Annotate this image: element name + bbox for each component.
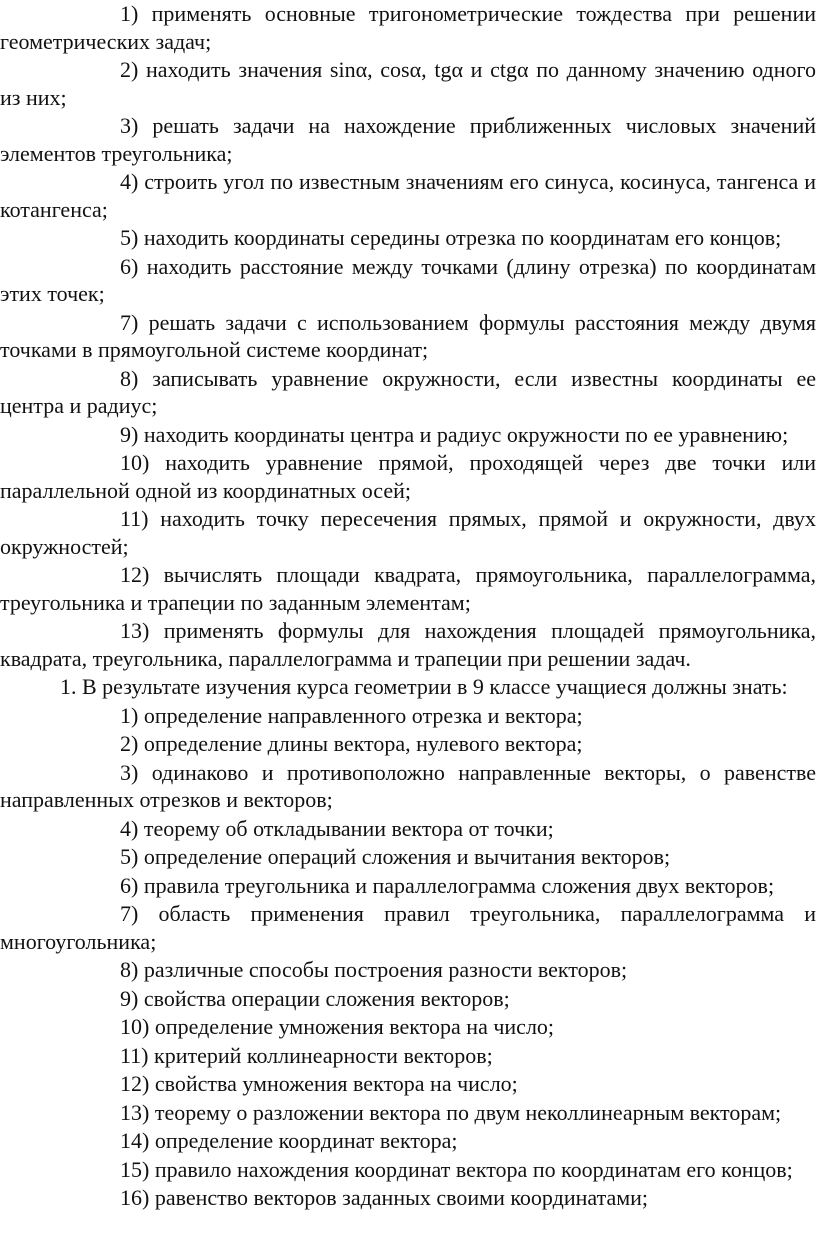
item-number: 1) — [120, 1, 139, 26]
list-item — [0, 1013, 816, 1041]
item-text: находить значения sinα, cosα, tgα и ctgα по данному значению одного из них; — [0, 57, 816, 110]
item-number: 12) — [120, 562, 150, 587]
item-text: определение умножения вектора на число; — [154, 1014, 555, 1039]
item-text: решать задачи с использованием формулы расстояния между двумя точками в прямоугольной системе координат; — [0, 309, 816, 362]
item-number: 4) — [120, 169, 139, 194]
list-item — [0, 1184, 816, 1212]
list-item — [0, 759, 816, 814]
item-text: правила треугольника и параллелограмма сложения двух векторов; — [143, 872, 775, 898]
item-text: свойства умножения вектора на число; — [154, 1071, 518, 1096]
item-text: определение операций сложения и вычитания векторов; — [143, 844, 671, 869]
item-number: 13) — [120, 618, 150, 643]
item-number: 12) — [120, 1071, 150, 1096]
item-number: 15) — [120, 1156, 150, 1182]
list-item — [0, 702, 816, 730]
list-item — [0, 985, 816, 1013]
item-text: одинаково и противоположно направленные векторы, о равенстве направленных отрезков и векторов; — [0, 759, 816, 812]
list-item — [0, 449, 816, 504]
item-text: критерий коллинеарности векторов; — [154, 1042, 493, 1068]
item-number: 1) — [120, 702, 139, 728]
item-number: 5) — [120, 225, 139, 250]
list-item — [0, 309, 816, 364]
item-number: 16) — [120, 1185, 150, 1210]
item-number: 6) — [120, 872, 139, 898]
item-text: находить расстояние между точками (длину отрезка) по координатам этих точек; — [0, 253, 816, 306]
list-item — [0, 1099, 816, 1127]
list-item — [0, 815, 816, 843]
item-number: 10) — [120, 450, 150, 475]
list-item — [0, 365, 816, 420]
item-number: 3) — [120, 759, 139, 785]
item-number: 7) — [120, 309, 139, 335]
list-item — [0, 224, 816, 252]
item-text: равенство векторов заданных своими координатами; — [154, 1185, 649, 1210]
list-item — [0, 421, 816, 449]
item-text: строить угол по известным значениям его синуса, косинуса, тангенса и котангенса; — [0, 169, 816, 222]
item-text: находить координаты центра и радиус окружности по ее уравнению; — [143, 421, 789, 447]
list-item — [0, 1070, 816, 1098]
list-item — [0, 561, 816, 616]
item-text: находить точку пересечения прямых, прямой и окружности, двух окружностей; — [0, 506, 816, 559]
item-number: 4) — [120, 815, 139, 841]
item-text: правило нахождения координат вектора по координатам его концов; — [154, 1156, 793, 1182]
list-item — [0, 168, 816, 223]
item-text: определение направленного отрезка и вектора; — [143, 702, 583, 728]
item-number: 14) — [120, 1128, 150, 1153]
item-text: область применения правил треугольника, параллелограмма и многоугольника; — [0, 901, 816, 954]
item-number: 13) — [120, 1099, 150, 1125]
list-item — [0, 900, 816, 955]
item-number: 3) — [120, 113, 139, 138]
list-item — [0, 56, 816, 111]
item-text: находить координаты середины отрезка по координатам его концов; — [143, 225, 782, 250]
list-item — [0, 1127, 816, 1155]
item-text: применять формулы для нахождения площадей прямоугольника, квадрата, треугольника, параллелограмма и трапеции при решении задач. — [0, 618, 816, 671]
item-text: различные способы построения разности векторов; — [143, 957, 628, 982]
list-item — [0, 1042, 816, 1070]
item-number: 10) — [120, 1014, 150, 1039]
list-item — [0, 1156, 816, 1184]
item-number: 11) — [120, 506, 149, 531]
list-item — [0, 956, 816, 984]
item-text: определение длины вектора, нулевого вектора; — [143, 731, 583, 756]
list-item — [0, 253, 816, 308]
list-item — [0, 730, 816, 758]
list-item — [0, 843, 816, 871]
item-text: находить уравнение прямой, проходящей через две точки или параллельной одной из координатных осей; — [0, 450, 816, 503]
item-number: 8) — [120, 365, 139, 391]
knowledge-list — [0, 702, 816, 1212]
list-item — [0, 0, 816, 55]
item-text: применять основные тригонометрические тождества при решении геометрических задач; — [0, 1, 816, 54]
item-number: 11) — [120, 1042, 149, 1068]
list-item — [0, 872, 816, 900]
list-item — [0, 617, 816, 672]
item-text: теорему о разложении вектора по двум неколлинеарным векторам; — [154, 1099, 782, 1125]
item-number: 6) — [120, 253, 139, 279]
list-item — [0, 505, 816, 560]
item-number: 8) — [120, 957, 139, 982]
item-number: 9) — [120, 421, 139, 447]
item-text: решать задачи на нахождение приближенных числовых значений элементов треугольника; — [0, 113, 816, 166]
item-number: 2) — [120, 57, 139, 82]
item-text: определение координат вектора; — [154, 1128, 458, 1153]
item-number: 7) — [120, 901, 139, 926]
list-item — [0, 112, 816, 167]
section-heading: 1. В результате изучения курса геометрии в 9 классе учащиеся должны знать: — [60, 674, 788, 699]
item-number: 9) — [120, 985, 139, 1011]
item-text: теорему об откладывании вектора от точки; — [143, 815, 554, 841]
item-text: свойства операции сложения векторов; — [143, 985, 510, 1011]
item-text: вычислять площади квадрата, прямоугольника, параллелограмма, треугольника и трапеции по заданным элементам; — [0, 562, 816, 615]
item-number: 2) — [120, 731, 139, 756]
item-text: записывать уравнение окружности, если известны координаты ее центра и радиус; — [0, 365, 816, 418]
item-number: 5) — [120, 844, 139, 869]
